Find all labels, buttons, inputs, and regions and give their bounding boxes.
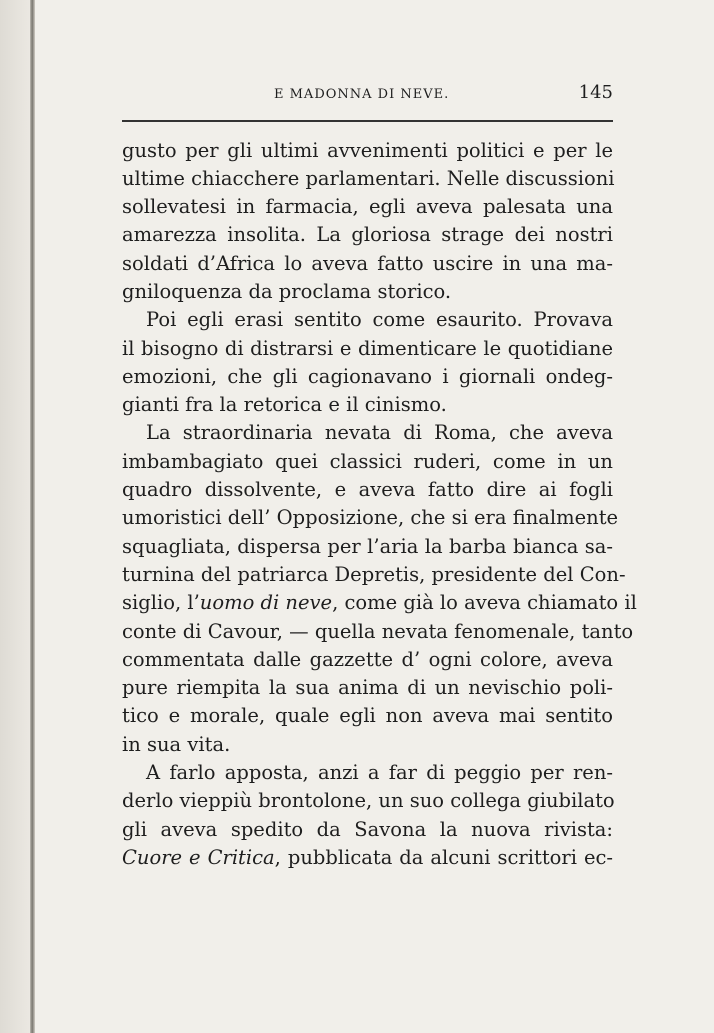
text-line-mixed xyxy=(122,589,637,617)
running-head-title: E MADONNA DI NEVE. xyxy=(274,87,450,102)
text-line: imbambagiato quei classici ruderi, come in un xyxy=(122,449,613,473)
book-spine-edge xyxy=(30,0,35,1033)
text-line: conte di Cavour, — quella nevata fenomenale, tanto xyxy=(122,619,634,643)
text-fragment: , come già lo aveva chiamato il xyxy=(332,591,637,615)
text-line: La straordinaria nevata di Roma, che aveva xyxy=(146,421,613,445)
text-line: commentata dalle gazzette d’ ogni colore, aveva xyxy=(122,647,613,671)
text-line: gusto per gli ultimi avvenimenti politici e per le xyxy=(122,138,613,162)
text-line: turnina del patriarca Depretis, presidente del Con- xyxy=(122,562,626,586)
text-line: emozioni, che gli cagionavano i giornali ondeg- xyxy=(122,364,613,388)
header-rule xyxy=(122,120,613,122)
text-fragment: , pubblicata da alcuni scrittori ec- xyxy=(274,845,613,869)
text-line: gli aveva spedito da Savona la nuova rivista: xyxy=(122,817,613,841)
text-line: il bisogno di distrarsi e dimenticare le quotidiane xyxy=(122,336,613,360)
text-line: quadro dissolvente, e aveva fatto dire ai fogli xyxy=(122,478,613,502)
page-gutter xyxy=(0,0,30,1033)
body-text xyxy=(122,137,637,873)
text-line: derlo vieppiù brontolone, un suo collega giubilato xyxy=(122,789,615,813)
text-line: Poi egli erasi sentito come esaurito. Provava xyxy=(146,308,613,332)
text-line: gianti fra la retorica e il cinismo. xyxy=(122,393,447,417)
text-line: soldati d’Africa lo aveva fatto uscire in una ma- xyxy=(122,251,613,275)
book-page xyxy=(122,80,637,872)
page-number: 145 xyxy=(578,82,613,103)
text-line: tico e morale, quale egli non aveva mai sentito xyxy=(122,704,613,728)
text-line: squagliata, dispersa per l’aria la barba bianca sa- xyxy=(122,534,613,558)
text-line: gniloquenza da proclama storico. xyxy=(122,279,452,303)
text-line: pure riempita la sua anima di un nevischio poli- xyxy=(122,676,613,700)
italic-title: uomo di neve xyxy=(199,591,333,615)
text-line-mixed xyxy=(122,844,613,872)
text-line: ultime chiacchere parlamentari. Nelle discussioni xyxy=(122,166,615,190)
text-line: A farlo apposta, anzi a far di peggio per ren- xyxy=(146,761,613,785)
running-head xyxy=(122,80,613,114)
text-line: amarezza insolita. La gloriosa strage dei nostri xyxy=(122,223,613,247)
text-line: in sua vita. xyxy=(122,732,231,756)
text-line: sollevatesi in farmacia, egli aveva palesata una xyxy=(122,195,613,219)
italic-title: Cuore e Critica xyxy=(122,845,275,869)
text-line: umoristici dell’ Opposizione, che si era finalmente xyxy=(122,506,619,530)
text-fragment: siglio, l’ xyxy=(122,591,200,615)
